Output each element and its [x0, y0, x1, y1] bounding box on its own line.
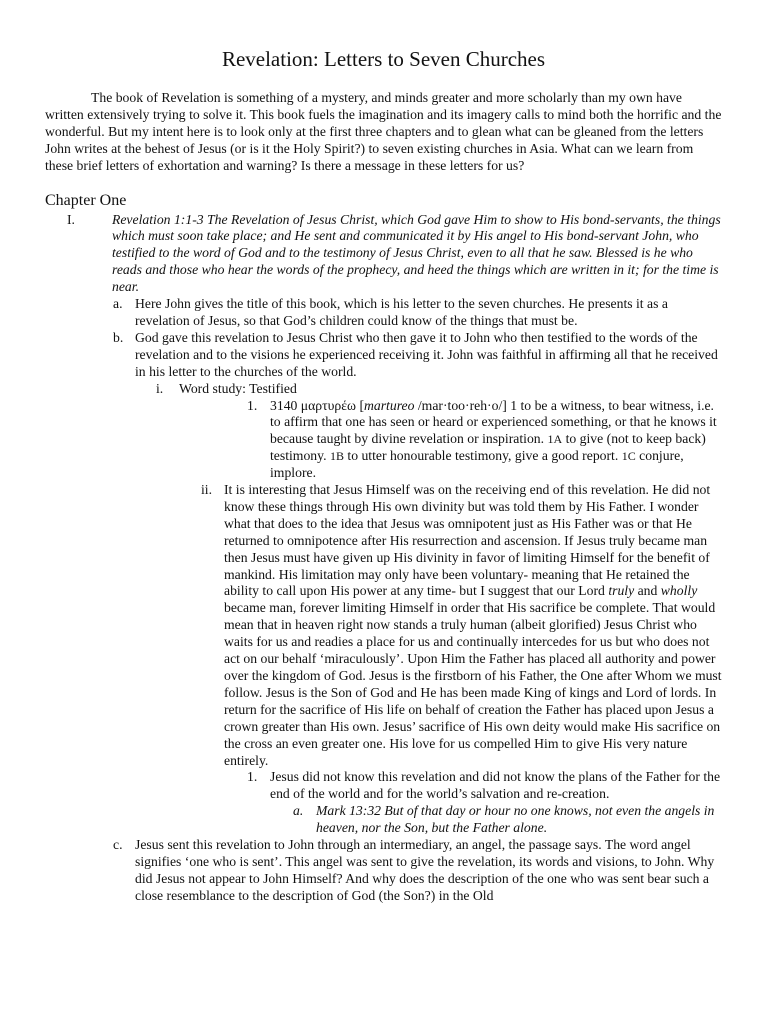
outline-text: Word study: Testified: [179, 380, 297, 396]
scripture-quote: Revelation 1:1-3 The Revelation of Jesus Christ, which God gave Him to show to His bond-servants, the things which must soon take place; and He sent and communicated it by His angel to His bond-servant John, who testified to the word of God and to the testimony of Jesus Christ, even to all that he saw. Blessed is he who reads and those who hear the words of the prophecy, and heed the things which are written in it; for the time is near.: [112, 211, 721, 295]
outline-item-b-i: [45, 381, 722, 398]
greek-word: μαρτυρέω: [300, 397, 357, 413]
outline-text: and: [637, 583, 658, 599]
outline-item-b: [45, 330, 722, 381]
page-title: Revelation: Letters to Seven Churches: [221, 47, 546, 71]
bracket-open: [: [359, 397, 364, 413]
chapter-heading: Chapter One: [45, 191, 127, 209]
outline-item-b-ii-1: [45, 769, 722, 803]
emphasis-word: wholly: [660, 583, 698, 599]
outline-item-b-ii: [45, 482, 722, 769]
outline-text: It is interesting that Jesus Himself was on the receiving end of this revelation. He did not know these things through His own divinity but was told them by His Father. I wonder what that does to the idea that Jesus was omnipotent just as His Father was or that He returned to omnipotence after His resurrection and ascension. If Jesus truly became man then Jesus must have given up His divinity in favor of limiting Himself for the benefit of mankind. His limitation may only have been voluntary- meaning that He retained the ability to call upon His power at any time- but I suggest that our Lord: [224, 482, 711, 599]
definition-text: 1 to be a witness, to bear witness, i.e. to affirm that one has seen or heard or experienced something, or that he knows it because taught by divine revelation or inspiration.: [270, 397, 717, 447]
emphasis-word: truly: [608, 583, 635, 599]
definition-tag: 1C: [621, 449, 636, 464]
transliteration: martureo: [364, 397, 415, 413]
outline-item-I: [45, 212, 722, 297]
outline-marker: a.: [113, 296, 123, 312]
definition-text: conjure, implore.: [270, 448, 684, 481]
definition-text: to utter honourable testimony, give a good report.: [347, 448, 619, 464]
pronunciation: /mar·too·reh·o/]: [417, 397, 507, 413]
outline-item-b-ii-1-a: [45, 803, 722, 837]
strongs-number: 3140: [270, 397, 298, 413]
outline-marker: c.: [113, 837, 123, 853]
outline-marker: a.: [293, 803, 304, 819]
outline-text: Here John gives the title of this book, which is his letter to the seven churches. He presents it as a revelation of Jesus, so that God’s children could know of the things that must be.: [135, 296, 668, 328]
outline-item-a: [45, 296, 722, 330]
definition-tag: 1B: [329, 449, 344, 464]
definition-text: to give (not to keep back) testimony.: [270, 431, 706, 464]
outline-text: Jesus sent this revelation to John through an intermediary, an angel, the passage says. The word angel signifies ‘one who is sent’. This angel was sent to give the revelation, its words and visions, to John. Why did Jesus not appear to John Himself? And why does the description of the one who was sent bear such a close resemblance to the description of God (the Son?) in the Old: [135, 837, 715, 903]
outline-marker: i.: [156, 380, 164, 396]
scripture-quote: Mark 13:32 But of that day or hour no one knows, not even the angels in heaven, nor the Son, but the Father alone.: [316, 803, 715, 836]
outline-item-c: [45, 837, 722, 905]
outline-text: God gave this revelation to Jesus Christ who then gave it to John who then testified to the words of the revelation and to the visions he experienced receiving it. John was faithful in affirming all that he received in his letter to the churches of the world.: [135, 329, 718, 379]
outline-marker: ii.: [201, 482, 213, 498]
outline-marker: b.: [113, 329, 124, 345]
outline-item-b-i-1: [45, 398, 722, 483]
outline-text: Jesus did not know this revelation and did not know the plans of the Father for the end of the world and for the world’s salvation and re-creation.: [270, 769, 721, 802]
outline-marker: I.: [67, 211, 75, 227]
definition-tag: 1A: [547, 432, 563, 447]
outline-text: became man, forever limiting Himself in order that His sacrifice be complete. That would mean that in heaven right now stands a truly human (albeit glorified) Jesus Christ who waits for us and readies a place for us and continually intercedes for us but who does not act on our behalf ‘miraculously’. Upon Him the Father has placed all authority and power over the kingdom of God. Jesus is the firstborn of his Father, the One after Whom we must follow. Jesus is the Son of God and He has been made King of kings and Lord of lords. In return for the sacrifice of His life on behalf of creation the Father has placed upon Jesus a crown greater than His own. Jesus’ sacrifice of His own deity would make His sacrifice on the cross an even greater one. His love for us compelled Him to give His very nature entirely.: [224, 600, 722, 768]
outline-marker: 1.: [247, 769, 258, 785]
intro-paragraph: The book of Revelation is something of a mystery, and minds greater and more scholarly than my own have written extensively trying to solve it. This book fuels the imagination and its imagery calls to mind both the horrific and the wonderful. But my intent here is to look only at the first three chapters and to glean what can be gleaned from the letters John writes at the behest of Jesus (or is it the Holy Spirit?) to seven existing churches in Asia. What can we learn from these brief letters of exhortation and warning? Is there a message in these letters for us?: [45, 90, 722, 173]
outline-marker: 1.: [247, 397, 258, 413]
